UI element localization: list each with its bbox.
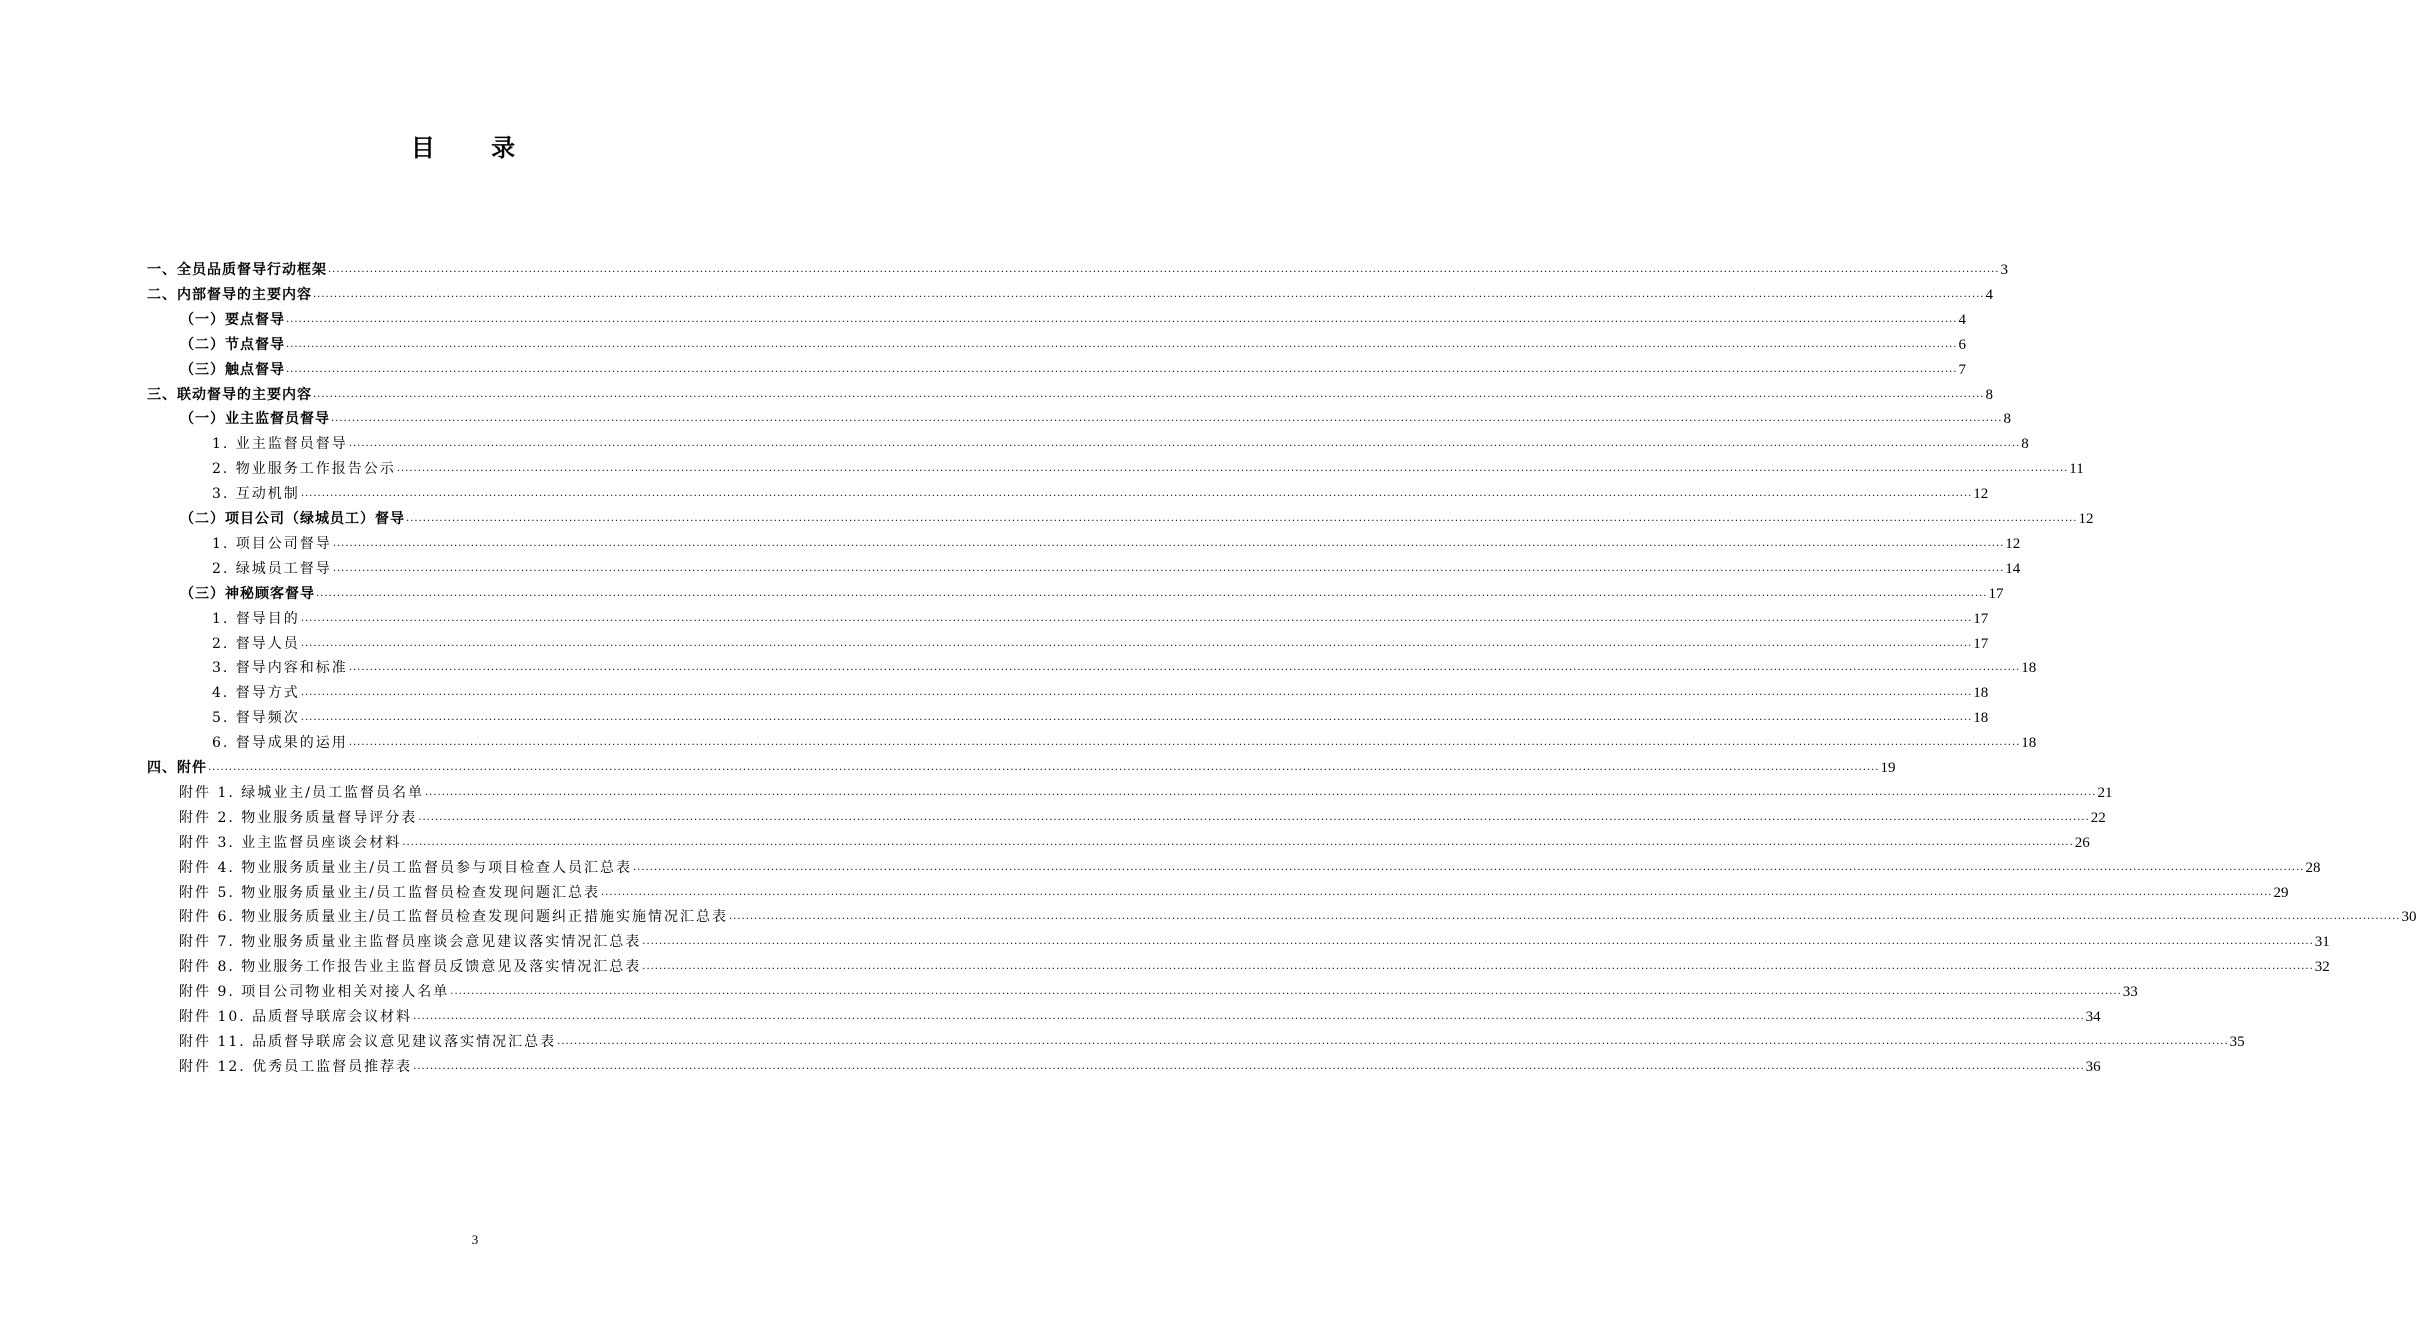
toc-entry-label: 4. 督导方式: [212, 685, 300, 702]
dot-leader: ................................................................................................................................................................................................................................................................................................................................................................................................................: [424, 786, 2097, 798]
toc-entry[interactable]: [180, 578, 2004, 603]
toc-entry[interactable]: [179, 777, 2113, 802]
toc-entry-page: 17: [1988, 585, 2004, 602]
dot-leader: ................................................................................................................................................................................................................................................................................................................................................................................................................: [728, 911, 2401, 923]
dot-leader: ................................................................................................................................................................................................................................................................................................................................................................................................................: [642, 936, 2314, 948]
toc-entry-page: 36: [2085, 1058, 2101, 1075]
toc-entry-label: 1. 督导目的: [212, 610, 300, 627]
toc-entry-page: 28: [2305, 859, 2321, 876]
toc-entry[interactable]: [179, 1026, 2245, 1051]
dot-leader: ................................................................................................................................................................................................................................................................................................................................................................................................................: [396, 463, 2069, 475]
toc-entry-label: 附件 6. 物业服务质量业主/员工监督员检查发现问题纠正措施实施情况汇总表: [179, 909, 728, 926]
toc-entry-page: 34: [2085, 1009, 2101, 1025]
toc-entry-page: 4: [1985, 286, 1993, 303]
toc-entry-label: 附件 12. 优秀员工监督员推荐表: [179, 1058, 413, 1075]
dot-leader: ................................................................................................................................................................................................................................................................................................................................................................................................................: [348, 662, 2021, 674]
toc-entry-label: 1. 业主监督员督导: [212, 436, 348, 453]
dot-leader: ................................................................................................................................................................................................................................................................................................................................................................................................................: [418, 811, 2090, 823]
toc-entry-label: 5. 督导频次: [212, 710, 300, 727]
page-title: 目 录: [410, 134, 540, 162]
dot-leader: ................................................................................................................................................................................................................................................................................................................................................................................................................: [600, 886, 2273, 898]
dot-leader: ................................................................................................................................................................................................................................................................................................................................................................................................................: [300, 712, 1973, 724]
dot-leader: ................................................................................................................................................................................................................................................................................................................................................................................................................: [286, 313, 1958, 325]
toc-entry[interactable]: [212, 553, 2021, 578]
toc-entry-label: 2. 督导人员: [212, 635, 300, 652]
dot-leader: ................................................................................................................................................................................................................................................................................................................................................................................................................: [413, 1011, 2085, 1022]
dot-leader: ................................................................................................................................................................................................................................................................................................................................................................................................................: [450, 986, 2122, 998]
toc-entry-label: 四、附件: [147, 760, 207, 776]
toc-entry[interactable]: [212, 628, 1989, 653]
toc-entry-page: 11: [2069, 461, 2084, 478]
toc-entry[interactable]: [180, 329, 1966, 354]
toc-entry-page: 14: [2005, 560, 2021, 577]
toc-entry-page: 31: [2314, 934, 2330, 951]
toc-entry-page: 8: [2021, 436, 2029, 453]
toc-entry[interactable]: [180, 354, 1966, 379]
toc-entry-label: 2. 物业服务工作报告公示: [212, 461, 396, 478]
toc-entry[interactable]: [179, 976, 2138, 1001]
toc-entry-page: 4: [1958, 311, 1966, 328]
toc-entry[interactable]: [147, 379, 1993, 404]
toc-entry-page: 26: [2074, 834, 2090, 851]
toc-entry-page: 17: [1973, 610, 1989, 627]
dot-leader: ................................................................................................................................................................................................................................................................................................................................................................................................................: [332, 537, 2005, 549]
toc-entry-label: （一）要点督导: [180, 311, 285, 328]
toc-entry[interactable]: [179, 827, 2090, 852]
toc-entry-page: 30: [2401, 909, 2416, 926]
toc-entry[interactable]: [212, 652, 2037, 677]
toc-entry-page: 12: [2078, 511, 2094, 527]
toc-entry-label: 一、全员品质督导行动框架: [147, 262, 327, 278]
toc-entry-page: 32: [2314, 959, 2330, 976]
dot-leader: ................................................................................................................................................................................................................................................................................................................................................................................................................: [348, 737, 2021, 749]
toc-entry-label: 6. 督导成果的运用: [212, 735, 348, 752]
toc-entry[interactable]: [180, 503, 2094, 528]
dot-leader: ................................................................................................................................................................................................................................................................................................................................................................................................................: [300, 637, 1973, 649]
toc-entry[interactable]: [212, 453, 2084, 478]
dot-leader: ................................................................................................................................................................................................................................................................................................................................................................................................................: [632, 861, 2305, 873]
dot-leader: ................................................................................................................................................................................................................................................................................................................................................................................................................: [642, 961, 2314, 973]
toc-entry-label: 附件 9. 项目公司物业相关对接人名单: [179, 984, 450, 1001]
dot-leader: ................................................................................................................................................................................................................................................................................................................................................................................................................: [413, 1060, 2085, 1072]
toc-entry-label: 二、内部督导的主要内容: [147, 286, 312, 303]
dot-leader: ................................................................................................................................................................................................................................................................................................................................................................................................................: [286, 338, 1958, 350]
toc-entry-label: （一）业主监督员督导: [180, 411, 330, 428]
dot-leader: ................................................................................................................................................................................................................................................................................................................................................................................................................: [313, 288, 1985, 300]
toc-entry-page: 18: [2021, 735, 2037, 752]
toc-entry-label: 附件 11. 品质督导联席会议意见建议落实情况汇总表: [179, 1033, 557, 1050]
toc-entry-label: 2. 绿城员工督导: [212, 560, 332, 577]
toc-entry[interactable]: [147, 254, 2008, 279]
dot-leader: ................................................................................................................................................................................................................................................................................................................................................................................................................: [300, 612, 1973, 624]
dot-leader: ................................................................................................................................................................................................................................................................................................................................................................................................................: [331, 413, 2003, 425]
dot-leader: ................................................................................................................................................................................................................................................................................................................................................................................................................: [313, 388, 1985, 400]
toc-entry-label: 附件 2. 物业服务质量督导评分表: [179, 809, 418, 826]
toc-entry-label: （三）触点督导: [180, 361, 285, 378]
dot-leader: ................................................................................................................................................................................................................................................................................................................................................................................................................: [406, 513, 2078, 524]
toc-entry[interactable]: [180, 403, 2011, 428]
toc-entry[interactable]: [212, 702, 1989, 727]
dot-leader: ................................................................................................................................................................................................................................................................................................................................................................................................................: [328, 264, 2000, 275]
toc-entry-label: （二）节点督导: [180, 336, 285, 353]
toc-entry[interactable]: [179, 951, 2330, 976]
dot-leader: ................................................................................................................................................................................................................................................................................................................................................................................................................: [300, 488, 1973, 500]
toc-entry[interactable]: [212, 478, 1989, 503]
dot-leader: ................................................................................................................................................................................................................................................................................................................................................................................................................: [557, 1035, 2229, 1047]
toc-entry-page: 7: [1958, 361, 1966, 378]
toc-entry[interactable]: [147, 752, 1896, 777]
toc-entry-label: 1. 项目公司督导: [212, 535, 332, 552]
toc-entry[interactable]: [179, 852, 2321, 877]
toc-entry-page: 8: [1985, 386, 1993, 403]
toc-entry-label: 附件 1. 绿城业主/员工监督员名单: [179, 784, 424, 801]
toc-entry[interactable]: [180, 304, 1966, 329]
toc-entry-page: 17: [1973, 635, 1989, 652]
toc-entry-label: 附件 10. 品质督导联席会议材料: [179, 1009, 413, 1025]
toc-entry-label: 3. 督导内容和标准: [212, 660, 348, 677]
toc-entry[interactable]: [212, 727, 2037, 752]
page-number: 3: [471, 1232, 479, 1247]
dot-leader: ................................................................................................................................................................................................................................................................................................................................................................................................................: [286, 363, 1958, 375]
toc-entry-page: 12: [1973, 486, 1989, 503]
dot-leader: ................................................................................................................................................................................................................................................................................................................................................................................................................: [348, 438, 2021, 450]
toc-entry-page: 18: [2021, 660, 2037, 677]
toc-entry-page: 18: [1973, 710, 1989, 727]
toc-entry-label: 附件 3. 业主监督员座谈会材料: [179, 834, 402, 851]
toc-entry[interactable]: [179, 901, 2416, 926]
toc-entry[interactable]: [179, 1001, 2101, 1026]
dot-leader: ................................................................................................................................................................................................................................................................................................................................................................................................................: [332, 562, 2005, 574]
toc-entry-page: 33: [2122, 984, 2138, 1001]
toc-entry[interactable]: [179, 1051, 2101, 1076]
toc-entry-page: 8: [2003, 411, 2011, 428]
toc-entry-page: 18: [1973, 685, 1989, 702]
dot-leader: ................................................................................................................................................................................................................................................................................................................................................................................................................: [208, 762, 1880, 773]
toc-entry-page: 19: [1880, 760, 1896, 776]
toc-entry[interactable]: [212, 528, 2021, 553]
toc-entry-label: 3. 互动机制: [212, 486, 300, 503]
toc-entry-label: 附件 4. 物业服务质量业主/员工监督员参与项目检查人员汇总表: [179, 859, 632, 876]
dot-leader: ................................................................................................................................................................................................................................................................................................................................................................................................................: [316, 587, 1988, 599]
toc-entry-page: 21: [2097, 784, 2113, 801]
toc-entry[interactable]: [147, 279, 1993, 304]
dot-leader: ................................................................................................................................................................................................................................................................................................................................................................................................................: [402, 836, 2074, 848]
toc-entry[interactable]: [179, 877, 2289, 902]
toc-entry-page: 12: [2005, 535, 2021, 552]
toc-entry[interactable]: [212, 603, 1989, 628]
toc-entry-page: 22: [2090, 809, 2106, 826]
toc-entry[interactable]: [212, 428, 2029, 453]
toc-entry-label: （二）项目公司（绿城员工）督导: [180, 511, 405, 527]
toc-entry-page: 6: [1958, 336, 1966, 353]
toc-entry-page: 29: [2273, 884, 2289, 901]
toc-entry-label: 三、联动督导的主要内容: [147, 386, 312, 403]
toc-entry[interactable]: [179, 926, 2330, 951]
toc-entry-label: （三）神秘顾客督导: [180, 585, 315, 602]
toc-entry[interactable]: [212, 677, 1989, 702]
dot-leader: ................................................................................................................................................................................................................................................................................................................................................................................................................: [300, 687, 1973, 699]
toc-entry-page: 35: [2229, 1033, 2245, 1050]
toc-entry-label: 附件 7. 物业服务质量业主监督员座谈会意见建议落实情况汇总表: [179, 934, 642, 951]
toc-entry[interactable]: [179, 802, 2106, 827]
toc-entry-page: 3: [2000, 262, 2008, 278]
toc-entry-label: 附件 8. 物业服务工作报告业主监督员反馈意见及落实情况汇总表: [179, 959, 642, 976]
toc-entry-label: 附件 5. 物业服务质量业主/员工监督员检查发现问题汇总表: [179, 884, 600, 901]
